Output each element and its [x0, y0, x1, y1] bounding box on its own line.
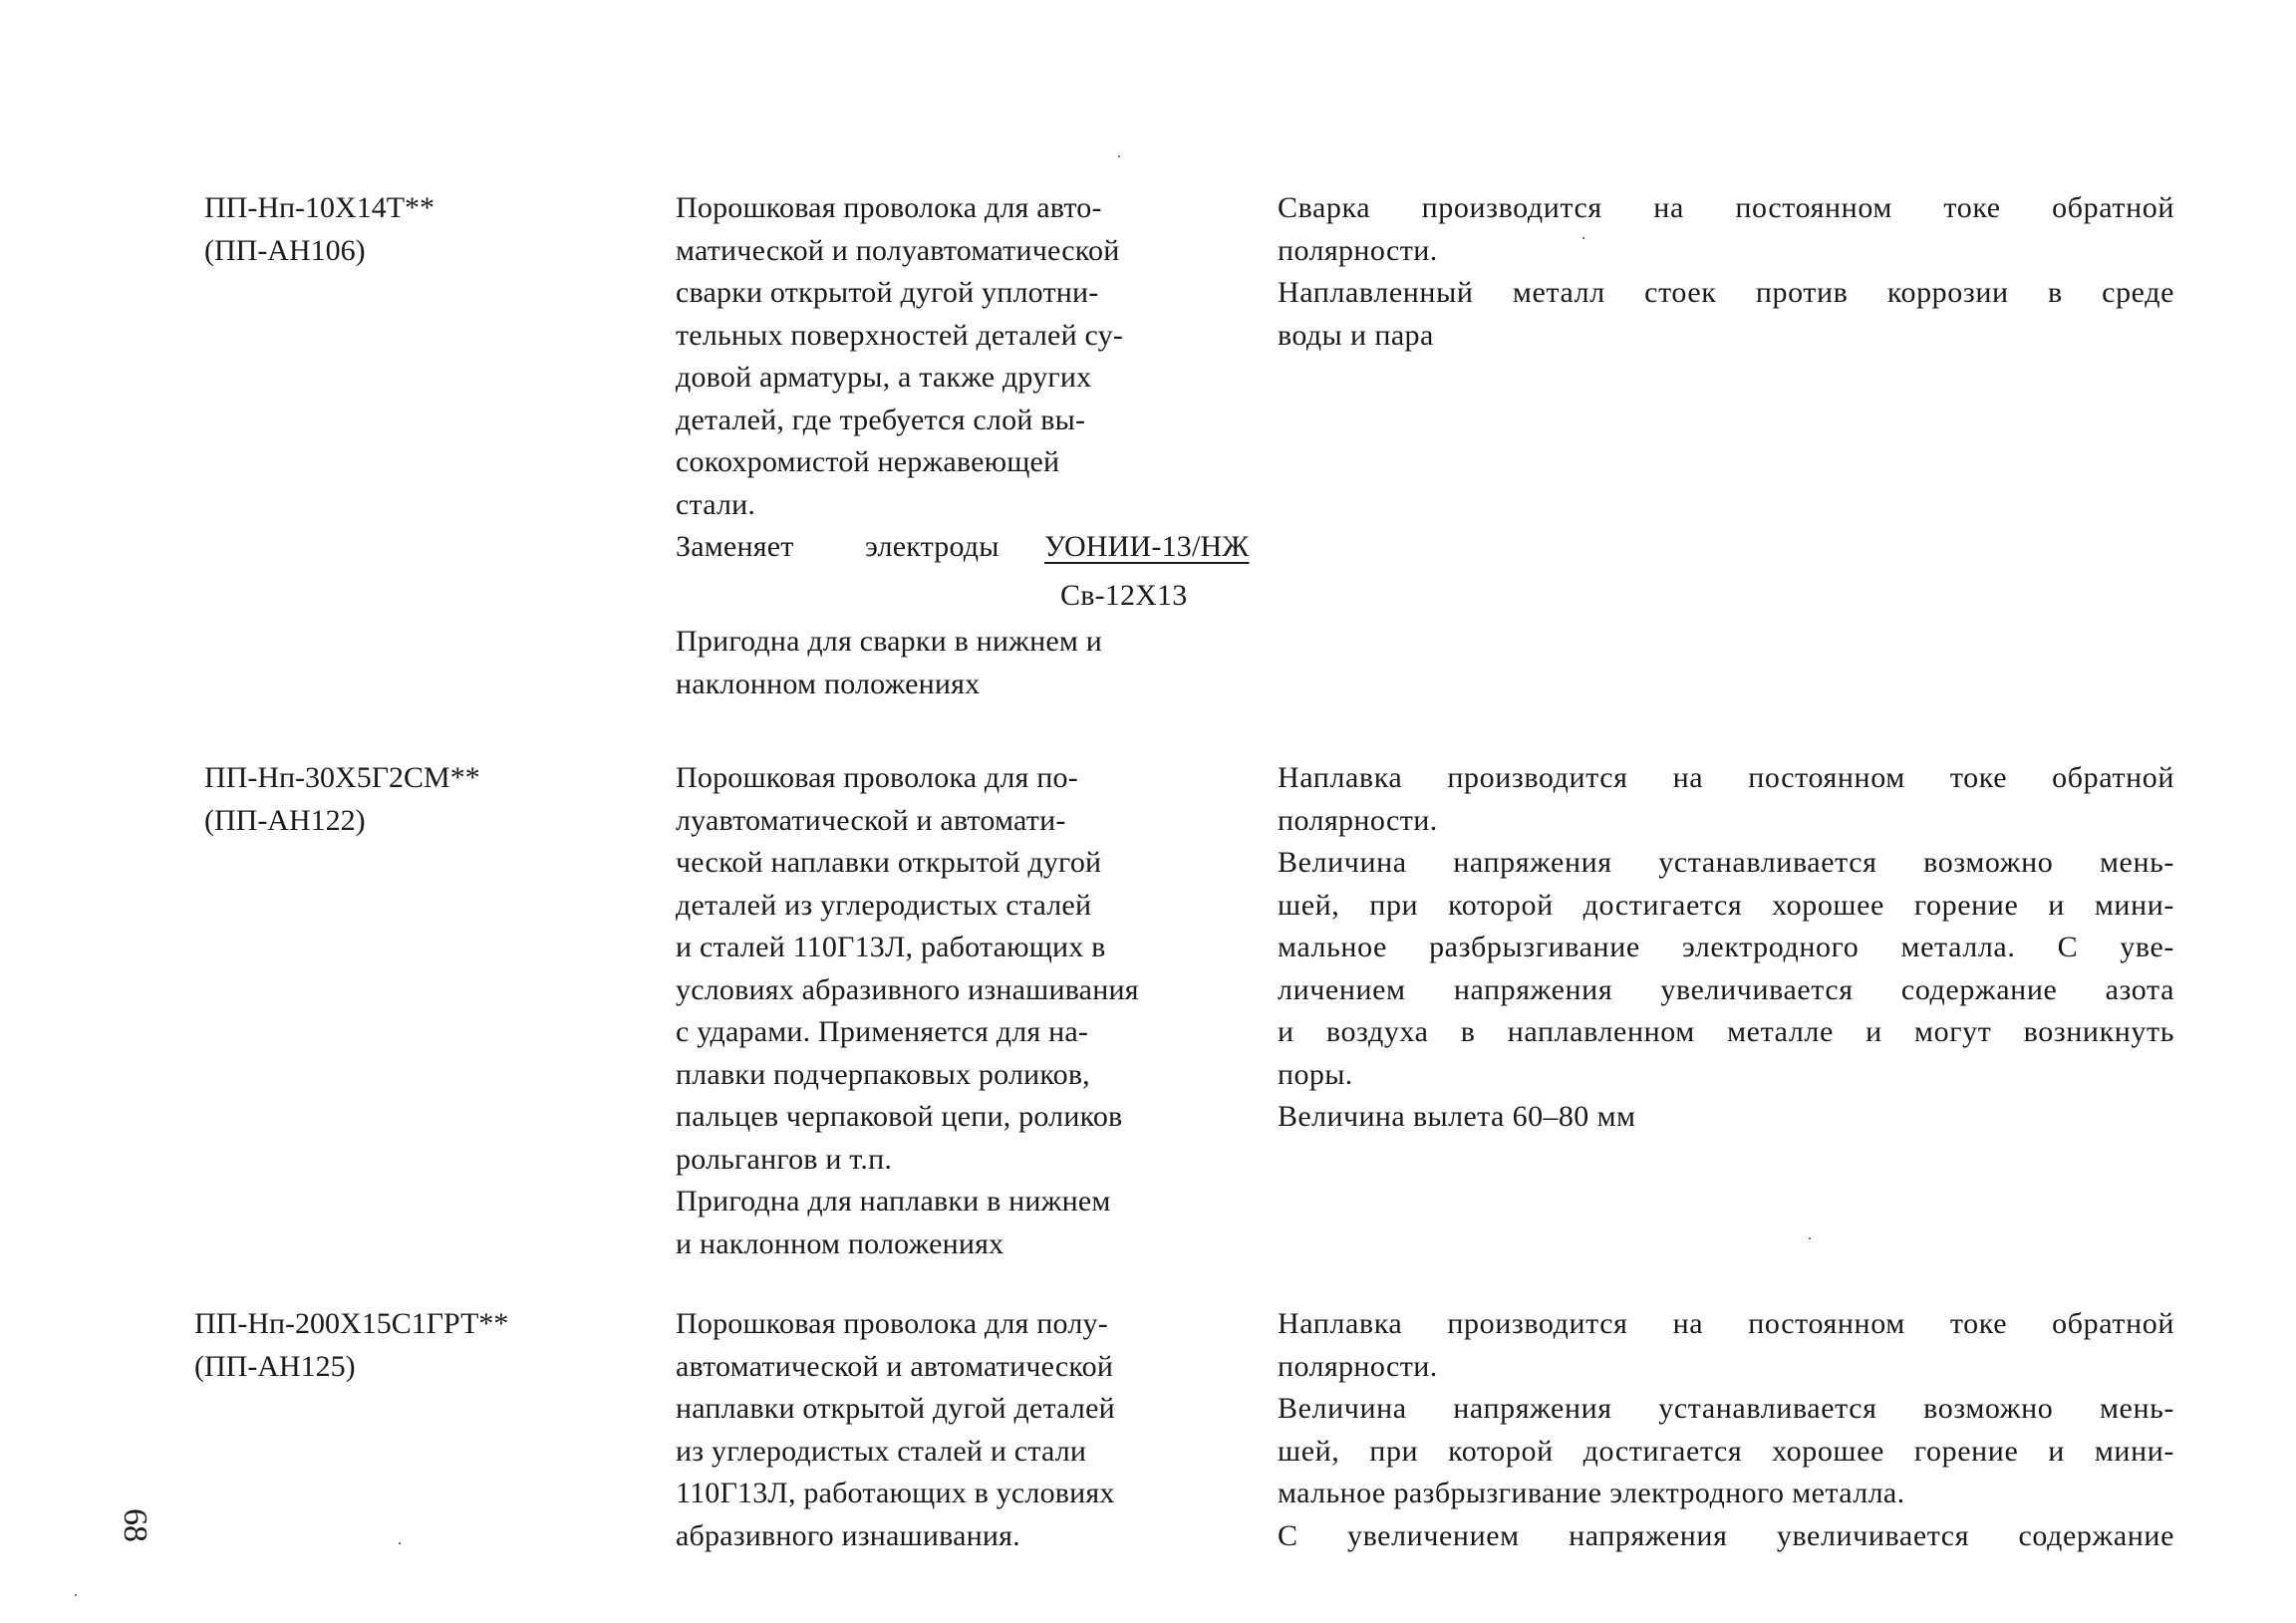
notes-cell	[1278, 757, 2174, 1139]
description-line: пальцев черпаковой цепи, роликов	[676, 1100, 1123, 1133]
description-line: сокохромистой нержавеющей	[676, 445, 1060, 478]
note-line: Величина напряжения устанавливается возможно мень-	[1278, 1392, 2174, 1425]
note-line: и воздуха в наплавленном металле и могут возникнуть	[1278, 1015, 2174, 1048]
description-line: сварки открытой дугой уплотни-	[676, 276, 1099, 309]
description-line: плавки подчерпаковых роликов,	[676, 1057, 1090, 1091]
note-line: Наплавка производится на постоянном токе обратной	[1278, 761, 2174, 794]
description-line: и наклонном положениях	[676, 1226, 1004, 1260]
description-line: 110Г13Л, работающих в условиях	[676, 1477, 1115, 1509]
note-line: полярности.	[1278, 803, 1438, 837]
wire-grade-cell	[204, 187, 643, 272]
description-line: абразивного изнашивания.	[676, 1518, 1020, 1552]
description-line: Порошковая проволока для авто-	[676, 191, 1102, 224]
description-line: тельных поверхностей деталей су-	[676, 318, 1124, 352]
note-line: воды и пара	[1278, 318, 1434, 352]
replaces-word: электроды	[865, 530, 1000, 563]
description-line: ческой наплавки открытой дугой	[676, 846, 1102, 879]
description-line: из углеродистых сталей и стали	[676, 1434, 1087, 1468]
description-line: наклонном положениях	[676, 667, 981, 700]
note-line: Наплавка производится на постоянном токе обратной	[1278, 1307, 2174, 1340]
wire-grade-cell	[194, 1303, 633, 1388]
wire-grade-alias: (ПП-АН122)	[204, 803, 366, 837]
replaces-label: Заменяет	[676, 530, 794, 563]
note-line: полярности.	[1278, 233, 1438, 267]
description-line: луавтоматической и автомати-	[676, 803, 1066, 837]
description-cell	[676, 757, 1254, 1265]
notes-cell	[1278, 187, 2174, 357]
wire-grade-code: ПП-Нп-30Х5Г2СМ**	[204, 761, 480, 794]
description-line: условиях абразивного изнашивания	[676, 972, 1139, 1006]
wire-grade-code: ПП-Нп-200Х15С1ГРТ**	[194, 1307, 509, 1340]
replaces-line	[676, 526, 1254, 569]
replaces-electrodes: УОНИИ-13/НЖ	[1044, 530, 1250, 563]
description-line: наплавки открытой дугой деталей	[676, 1392, 1115, 1425]
note-line: Сварка производится на постоянном токе обратной	[1278, 191, 2174, 224]
description-line: матической и полуавтоматической	[676, 233, 1120, 267]
note-line: шей, при которой достигается хорошее горение и мини-	[1278, 1434, 2174, 1468]
note-line: Наплавленный металл стоек против коррозии в среде	[1278, 276, 2174, 309]
description-line: Пригодна для наплавки в нижнем	[676, 1185, 1111, 1217]
description-line: с ударами. Применяется для на-	[676, 1015, 1089, 1048]
scan-speck	[1118, 155, 1120, 157]
notes-cell	[1278, 1303, 2174, 1557]
description-cell	[676, 1303, 1254, 1557]
scan-speck	[1582, 237, 1584, 239]
replaces-wire: Св-12Х13	[1060, 578, 1188, 612]
description-cell	[676, 187, 1254, 705]
wire-grade-alias: (ПП-АН106)	[204, 233, 366, 267]
description-line: деталей из углеродистых сталей	[676, 888, 1092, 922]
note-line: поры.	[1278, 1057, 1353, 1091]
note-line: мальное разбрызгивание электродного металла. С уве-	[1278, 931, 2174, 963]
note-line: Величина напряжения устанавливается возможно мень-	[1278, 846, 2174, 879]
description-line: автоматической и автоматической	[676, 1349, 1114, 1383]
note-line: шей, при которой достигается хорошее горение и мини-	[1278, 888, 2174, 922]
description-line: деталей, где требуется слой вы-	[676, 403, 1086, 436]
scan-speck	[399, 1542, 401, 1544]
note-line: мальное разбрызгивание электродного металла.	[1278, 1477, 1905, 1509]
note-line: С увеличением напряжения увеличивается содержание	[1278, 1518, 2174, 1552]
description-line: стали.	[676, 487, 756, 521]
note-line: Величина вылета 60–80 мм	[1278, 1100, 1636, 1133]
description-line: рольгангов и т.п.	[676, 1142, 893, 1176]
scan-speck	[1809, 1237, 1811, 1239]
wire-grade-code: ПП-Нп-10Х14Т**	[204, 191, 435, 224]
wire-grade-cell	[204, 757, 643, 842]
description-line: Пригодна для сварки в нижнем и	[676, 625, 1103, 658]
description-line: Порошковая проволока для по-	[676, 761, 1078, 794]
note-line: личением напряжения увеличивается содержание азота	[1278, 972, 2174, 1006]
description-line: Порошковая проволока для полу-	[676, 1307, 1108, 1340]
note-line: полярности.	[1278, 1349, 1438, 1383]
description-line: и сталей 110Г13Л, работающих в	[676, 931, 1106, 963]
page-number: 68	[117, 1508, 153, 1542]
wire-grade-alias: (ПП-АН125)	[194, 1349, 356, 1383]
description-line: довой арматуры, а также других	[676, 361, 1092, 394]
scan-speck	[75, 1594, 77, 1596]
